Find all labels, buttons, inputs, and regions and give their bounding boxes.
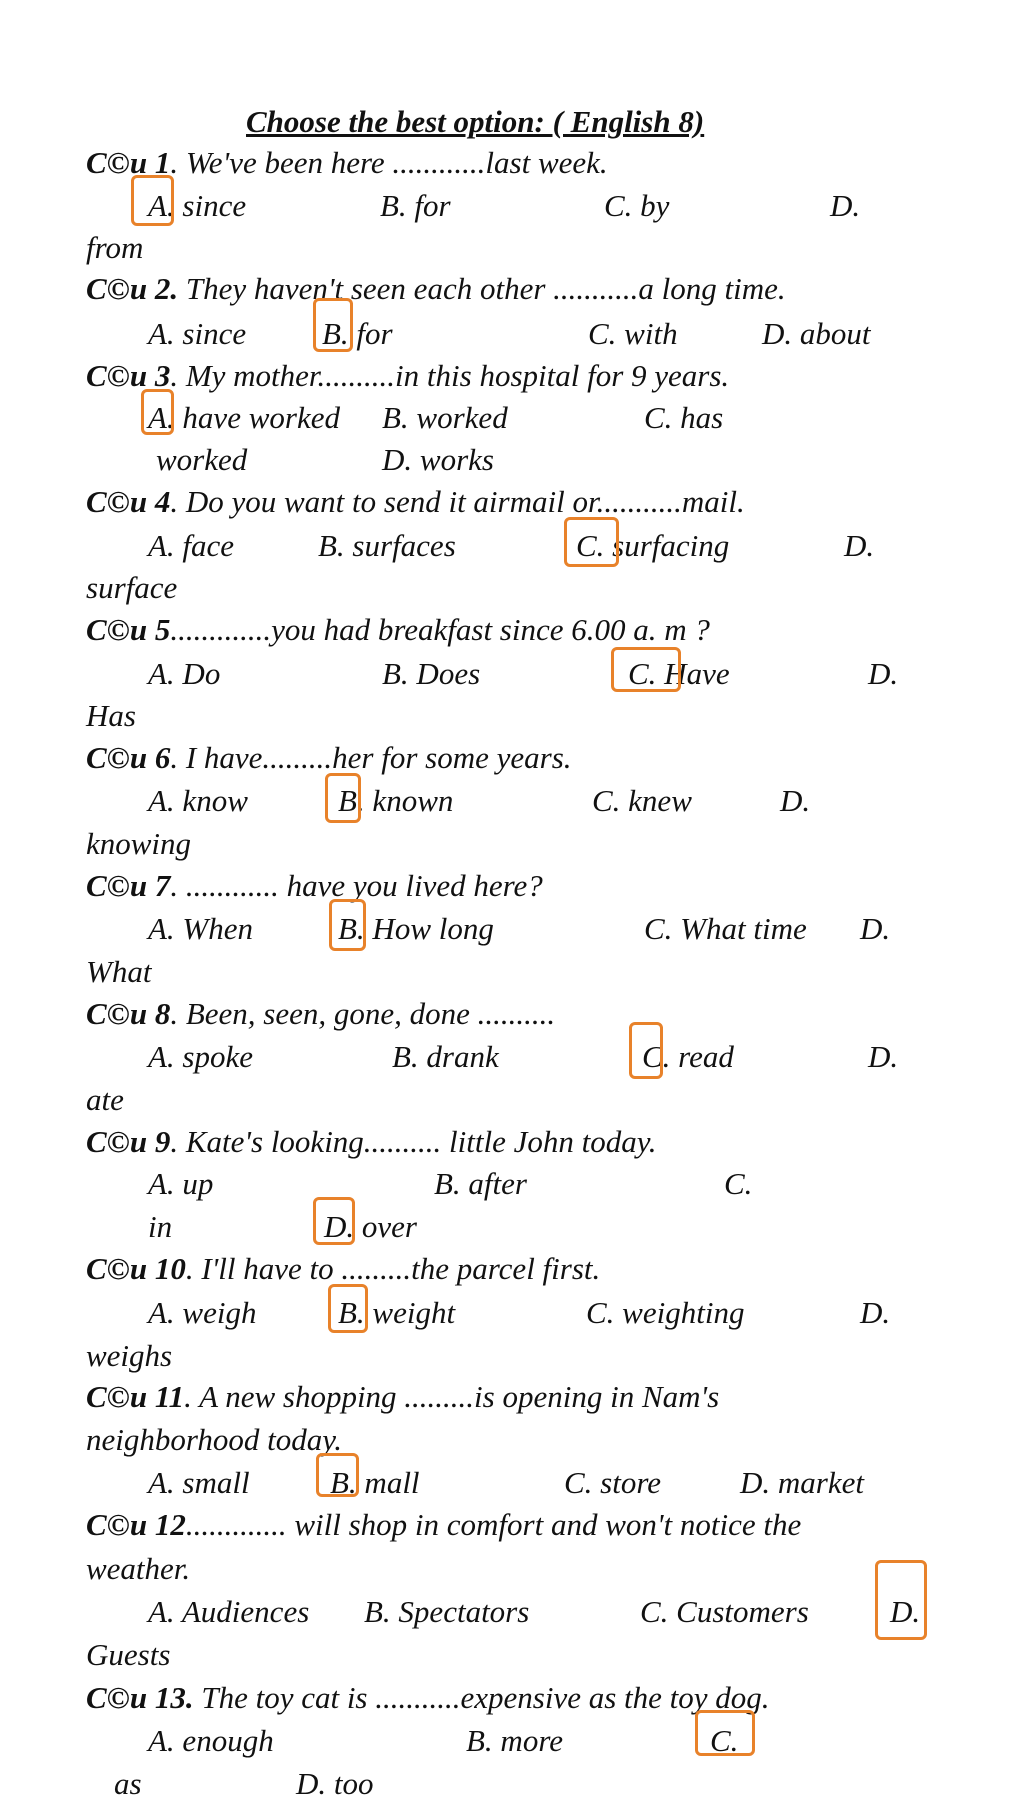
question-stem: . My mother..........in this hospital for 9 years. <box>170 358 730 393</box>
q6-option-b: B. known <box>338 783 454 818</box>
q7-answer-highlight <box>329 899 366 951</box>
q7-option-d: D. <box>860 911 891 946</box>
q10-option-d-text: weighs <box>86 1338 173 1373</box>
q10-option-c: C. weighting <box>586 1295 745 1330</box>
q7-option-d-text: What <box>86 954 152 989</box>
q10-answer-highlight <box>328 1284 368 1333</box>
q7-option-a: A. When <box>148 911 254 946</box>
q5-option-d-text: Has <box>86 698 136 733</box>
q13-option-a: A. enough <box>148 1723 274 1758</box>
q1-answer-highlight <box>131 175 174 226</box>
question-6 <box>86 742 572 773</box>
question-label: C©u 8 <box>86 996 171 1031</box>
q12-option-c: C. Customers <box>640 1594 809 1629</box>
question-stem: . ............ have you lived here? <box>170 868 543 903</box>
q4-option-b: B. surfaces <box>318 528 456 563</box>
question-12-continued: weather. <box>86 1551 191 1586</box>
question-4 <box>86 486 745 517</box>
q10-option-a: A. weigh <box>148 1295 257 1330</box>
question-stem: .............you had breakfast since 6.00 a. m ? <box>170 612 710 647</box>
q12-option-d: D. <box>890 1594 921 1629</box>
q8-option-a: A. spoke <box>148 1039 254 1074</box>
q6-option-c: C. knew <box>592 783 692 818</box>
question-label: C©u 6 <box>86 740 171 775</box>
q6-option-d-text: knowing <box>86 826 192 861</box>
q2-option-d: D. about <box>762 316 871 351</box>
q5-option-a: A. Do <box>148 656 221 691</box>
question-stem: . A new shopping .........is opening in Nam's <box>184 1379 720 1414</box>
q12-option-d-text: Guests <box>86 1637 171 1672</box>
q6-option-a: A. know <box>148 783 248 818</box>
question-stem: The toy cat is ...........expensive as the toy dog. <box>193 1680 770 1715</box>
q5-option-b: B. Does <box>382 656 481 691</box>
q2-option-b: B. for <box>322 316 393 351</box>
q13-option-b: B. more <box>466 1723 563 1758</box>
q1-option-d: D. <box>830 188 861 223</box>
q4-option-c: C. surfacing <box>576 528 730 563</box>
q9-answer-highlight <box>313 1197 355 1245</box>
q8-option-b: B. drank <box>392 1039 499 1074</box>
q6-answer-highlight <box>325 773 361 823</box>
q4-answer-highlight <box>564 517 619 567</box>
q3-option-c: C. has <box>644 400 724 435</box>
q4-option-d: D. <box>844 528 875 563</box>
question-label: C©u 13. <box>86 1680 194 1715</box>
q3-option-a: A. have worked <box>148 400 340 435</box>
question-stem: . Been, seen, gone, done .......... <box>170 996 556 1031</box>
question-label: C©u 5 <box>86 612 171 647</box>
q3-option-d: D. works <box>382 442 494 477</box>
question-label: C©u 7 <box>86 868 171 903</box>
q2-option-a: A. since <box>148 316 247 351</box>
q7-option-c: C. What time <box>644 911 807 946</box>
q11-option-d: D. market <box>740 1465 864 1500</box>
q11-option-b: B. mall <box>330 1465 420 1500</box>
q9-option-a: A. up <box>148 1166 214 1201</box>
q3-answer-highlight <box>141 389 174 435</box>
question-label: C©u 11 <box>86 1379 185 1414</box>
question-stem: ............. will shop in comfort and won't notice the <box>185 1507 802 1542</box>
q2-answer-highlight <box>313 298 353 352</box>
q3-option-b: B. worked <box>382 400 508 435</box>
question-2 <box>86 273 786 304</box>
question-10 <box>86 1253 600 1284</box>
q2-option-c: C. with <box>588 316 678 351</box>
question-stem: . Do you want to send it airmail or...........mail. <box>170 484 745 519</box>
question-stem: . I have.........her for some years. <box>170 740 572 775</box>
q5-option-d: D. <box>868 656 899 691</box>
question-label: C©u 4 <box>86 484 171 519</box>
q1-option-c: C. by <box>604 188 670 223</box>
question-stem: . We've been here ............last week. <box>170 145 608 180</box>
q10-option-b: B. weight <box>338 1295 456 1330</box>
q12-option-a: A. Audiences <box>148 1594 310 1629</box>
question-stem: They haven't seen each other ...........a long time. <box>178 271 786 306</box>
question-label: C©u 3 <box>86 358 171 393</box>
question-stem: . Kate's looking.......... little John today. <box>170 1124 657 1159</box>
question-8 <box>86 998 555 1029</box>
question-11 <box>86 1381 719 1412</box>
q7-option-b: B. How long <box>338 911 494 946</box>
q9-option-d: D. over <box>324 1209 417 1244</box>
question-7 <box>86 870 543 901</box>
q12-option-b: B. Spectators <box>364 1594 530 1629</box>
q9-option-c: C. <box>724 1166 753 1201</box>
q4-option-a: A. face <box>148 528 235 563</box>
q9-option-c-text: in <box>148 1209 173 1244</box>
question-12 <box>86 1509 801 1540</box>
question-label: C©u 10 <box>86 1251 186 1286</box>
question-label: C©u 2. <box>86 271 179 306</box>
question-13 <box>86 1682 770 1713</box>
question-stem: . I'll have to .........the parcel first. <box>185 1251 601 1286</box>
question-9 <box>86 1126 657 1157</box>
q3-option-c-text: worked <box>156 442 248 477</box>
question-11-continued: neighborhood today. <box>86 1422 343 1457</box>
q1-option-a: A. since <box>148 188 247 223</box>
question-5 <box>86 614 710 645</box>
question-label: C©u 9 <box>86 1124 171 1159</box>
q1-option-d-text: from <box>86 230 144 265</box>
q8-option-d-text: ate <box>86 1082 124 1117</box>
question-3 <box>86 360 729 391</box>
q11-option-a: A. small <box>148 1465 250 1500</box>
q13-option-d: D. too <box>296 1766 374 1801</box>
question-label: C©u 1 <box>86 145 171 180</box>
q1-option-b: B. for <box>380 188 451 223</box>
q8-answer-highlight <box>629 1022 663 1079</box>
q11-answer-highlight <box>316 1453 359 1497</box>
question-1 <box>86 147 608 178</box>
worksheet-title: Choose the best option: ( English 8) <box>246 104 705 139</box>
q8-option-d: D. <box>868 1039 899 1074</box>
q8-option-c: C. read <box>642 1039 734 1074</box>
q12-answer-highlight <box>875 1560 927 1640</box>
q13-option-c: C. <box>710 1723 739 1758</box>
q13-answer-highlight <box>695 1710 755 1756</box>
q11-option-c: C. store <box>564 1465 662 1500</box>
q5-option-c: C. Have <box>628 656 730 691</box>
q10-option-d: D. <box>860 1295 891 1330</box>
question-label: C©u 12 <box>86 1507 186 1542</box>
q13-option-c-text: as <box>114 1766 142 1801</box>
q5-answer-highlight <box>611 647 681 692</box>
q4-option-d-text: surface <box>86 570 178 605</box>
q6-option-d: D. <box>780 783 811 818</box>
q9-option-b: B. after <box>434 1166 527 1201</box>
